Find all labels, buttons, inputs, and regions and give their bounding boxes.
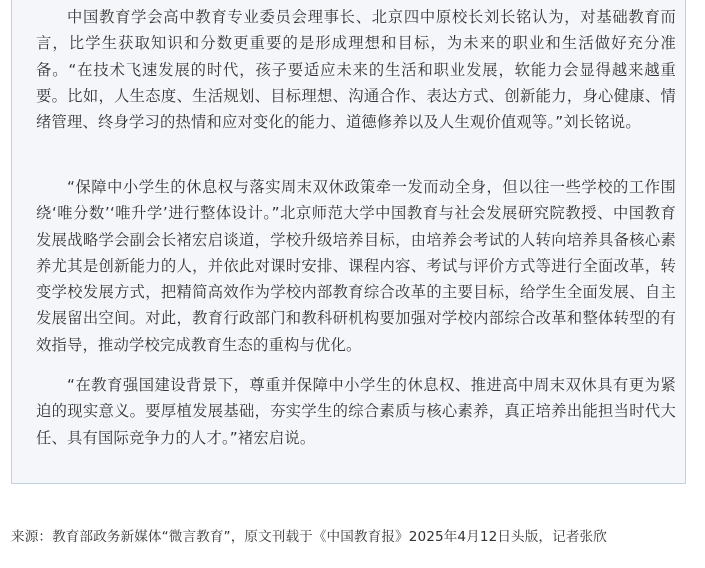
article-paragraph-1: 中国教育学会高中教育专业委员会理事长、北京四中原校长刘长铭认为，对基础教育而言，比学生获取知识和分数更重要的是形成理想和目标，为未来的职业和生活做好充分准备。“在技术飞速发展的时代，孩子要适应未来的生活和职业发展，软能力会显得越来越重要。比如，人生态度、生活规划、目标理想、沟通合作、表达方式、创新能力，身心健康、情绪管理、终身学习的热情和应对变化的能力、道德修养以及人生观价值观等。”刘长铭说。 (36, 8, 676, 132)
source-credit: 来源：教育部政务新媒体“微言教育”，原文刊载于《中国教育报》2025年4月12日头版，记者张欣 (11, 529, 607, 545)
article-quote-box (11, 0, 686, 484)
article-paragraph-3: “在教育强国建设背景下，尊重并保障中小学生的休息权、推进高中周末双休具有更为紧迫的现实意义。要厚植发展基础，夯实学生的综合素质与核心素养，真正培养出能担当时代大任、具有国际竞争力的人才。”褚宏启说。 (36, 376, 676, 447)
article-paragraph-2: “保障中小学生的休息权与落实周末双休政策牵一发而动全身，但以往一些学校的工作围绕‘唯分数’‘唯升学’进行整体设计。”北京师范大学中国教育与社会发展研究院教授、中国教育发展战略学会副会长褚宏启谈道，学校升级培养目标，由培养会考试的人转向培养具备核心素养尤其是创新能力的人，并依此对课时安排、课程内容、考试与评价方式等进行全面改革，转变学校发展方式，把精简高效作为学校内部教育综合改革的主要目标，给学生全面发展、自主发展留出空间。对此，教育行政部门和教科研机构要加强对学校内部综合改革和整体转型的有效指导，推动学校完成教育生态的重构与优化。 (36, 178, 676, 354)
